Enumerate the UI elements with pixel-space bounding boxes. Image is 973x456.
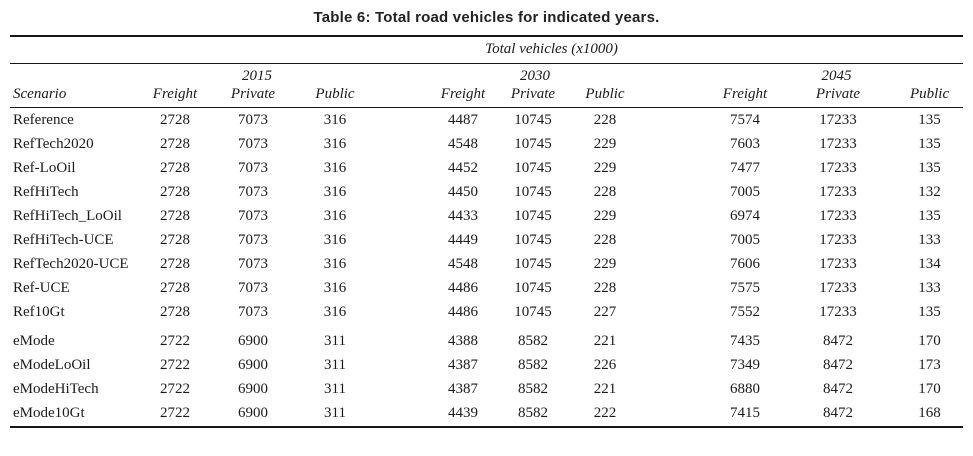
column-gap: [642, 354, 710, 378]
value-cell: 221: [593, 381, 617, 397]
year-header-2030: 2030: [520, 68, 550, 84]
value-cell: 2722: [160, 333, 190, 349]
table-row: [10, 354, 963, 378]
value-cell: 2722: [160, 357, 190, 373]
value-cell: 173: [918, 357, 941, 373]
value-cell: 135: [918, 160, 941, 176]
value-cell: 2728: [160, 280, 190, 296]
value-cell: 8472: [823, 405, 853, 421]
value-cell: 17233: [819, 256, 857, 272]
value-cell: 8582: [518, 405, 548, 421]
value-cell: 311: [324, 405, 346, 421]
value-cell: 17233: [819, 184, 857, 200]
value-cell: 311: [324, 357, 346, 373]
value-cell: 10745: [514, 184, 552, 200]
value-cell: 17233: [819, 304, 857, 320]
column-gap: [642, 253, 710, 277]
public-header-2015: Public: [296, 85, 374, 108]
table-row: [10, 402, 963, 427]
value-cell: 316: [323, 256, 347, 272]
column-gap: [374, 354, 428, 378]
vehicles-table: [10, 35, 963, 428]
value-cell: 4548: [448, 136, 478, 152]
value-cell: 2728: [160, 304, 190, 320]
value-cell: 10745: [514, 136, 552, 152]
value-cell: 229: [593, 256, 617, 272]
value-cell: 135: [918, 304, 941, 320]
value-cell: 8472: [823, 357, 853, 373]
value-cell: 6900: [238, 381, 268, 397]
value-cell: 2728: [160, 184, 190, 200]
table-body: [10, 108, 963, 428]
value-cell: 2728: [160, 112, 190, 128]
value-cell: 7073: [238, 304, 268, 320]
value-cell: 316: [323, 232, 347, 248]
scenario-cell: Reference: [13, 112, 74, 128]
value-cell: 8472: [823, 381, 853, 397]
column-gap: [642, 181, 710, 205]
value-cell: 316: [323, 184, 347, 200]
value-cell: 2728: [160, 256, 190, 272]
value-cell: 4388: [448, 333, 478, 349]
column-gap: [642, 64, 710, 86]
column-gap: [374, 325, 428, 354]
scenario-cell: eModeLoOil: [13, 357, 91, 373]
years-left-gap: [10, 64, 140, 86]
value-cell: 7005: [730, 184, 760, 200]
table-spanner-label: Total vehicles (x1000): [140, 36, 963, 64]
value-cell: 6900: [238, 357, 268, 373]
table-row: [10, 133, 963, 157]
value-cell: 2728: [160, 160, 190, 176]
scenario-cell: Ref-LoOil: [13, 160, 76, 176]
value-cell: 134: [918, 256, 941, 272]
value-cell: 4548: [448, 256, 478, 272]
scenario-cell: RefTech2020: [13, 136, 94, 152]
table-row: [10, 301, 963, 325]
value-cell: 6900: [238, 405, 268, 421]
value-cell: 6900: [238, 333, 268, 349]
private-header-2045: Private: [780, 85, 896, 108]
table-row: [10, 108, 963, 134]
scenario-cell: eMode: [13, 333, 55, 349]
value-cell: 17233: [819, 136, 857, 152]
value-cell: 229: [593, 136, 617, 152]
value-cell: 10745: [514, 160, 552, 176]
value-cell: 133: [918, 280, 941, 296]
column-gap: [374, 133, 428, 157]
value-cell: 7073: [238, 232, 268, 248]
column-gap: [374, 253, 428, 277]
column-gap: [642, 325, 710, 354]
value-cell: 316: [323, 304, 347, 320]
value-cell: 10745: [514, 112, 552, 128]
spanner-row: [10, 36, 963, 64]
value-cell: 10745: [514, 208, 552, 224]
value-cell: 227: [593, 304, 617, 320]
public-header-2045: Public: [896, 85, 963, 108]
scenario-cell: Ref-UCE: [13, 280, 70, 296]
year-header-2015: 2015: [242, 68, 272, 84]
column-gap: [374, 205, 428, 229]
value-cell: 6974: [730, 208, 760, 224]
column-gap: [642, 277, 710, 301]
private-header-2015: Private: [210, 85, 296, 108]
value-cell: 7606: [730, 256, 760, 272]
table-row: [10, 277, 963, 301]
column-gap: [374, 301, 428, 325]
value-cell: 10745: [514, 280, 552, 296]
value-cell: 228: [593, 280, 617, 296]
page: [10, 0, 963, 428]
public-header-2030: Public: [568, 85, 642, 108]
column-gap: [374, 402, 428, 427]
private-header-2030: Private: [498, 85, 568, 108]
value-cell: 7477: [730, 160, 760, 176]
freight-header-2045: Freight: [710, 85, 780, 108]
value-cell: 7575: [730, 280, 760, 296]
column-gap: [642, 157, 710, 181]
column-gap: [374, 157, 428, 181]
column-gap: [374, 378, 428, 402]
scenario-cell: RefHiTech: [13, 184, 79, 200]
value-cell: 135: [918, 208, 941, 224]
value-cell: 226: [593, 357, 617, 373]
value-cell: 170: [918, 333, 941, 349]
scenario-cell: RefHiTech_LoOil: [13, 208, 122, 224]
value-cell: 6880: [730, 381, 760, 397]
column-gap: [642, 301, 710, 325]
value-cell: 10745: [514, 256, 552, 272]
table-caption: Table 6: Total road vehicles for indicated years.: [313, 9, 660, 26]
value-cell: 316: [323, 136, 347, 152]
value-cell: 4450: [448, 184, 478, 200]
years-row: [10, 64, 963, 86]
value-cell: 2728: [160, 208, 190, 224]
scenario-cell: eMode10Gt: [13, 405, 85, 421]
table-row: [10, 205, 963, 229]
value-cell: 4486: [448, 304, 478, 320]
value-cell: 7073: [238, 112, 268, 128]
value-cell: 17233: [819, 112, 857, 128]
value-cell: 316: [323, 112, 347, 128]
value-cell: 2728: [160, 136, 190, 152]
column-gap: [642, 85, 710, 108]
value-cell: 7073: [238, 136, 268, 152]
column-gap: [374, 229, 428, 253]
value-cell: 135: [918, 112, 941, 128]
table-row: [10, 181, 963, 205]
value-cell: 4486: [448, 280, 478, 296]
value-cell: 17233: [819, 160, 857, 176]
value-cell: 311: [324, 333, 346, 349]
value-cell: 316: [323, 280, 347, 296]
value-cell: 311: [324, 381, 346, 397]
freight-header-2015: Freight: [140, 85, 210, 108]
value-cell: 228: [593, 112, 617, 128]
value-cell: 4387: [448, 357, 478, 373]
value-cell: 7073: [238, 184, 268, 200]
scenario-cell: Ref10Gt: [13, 304, 65, 320]
value-cell: 17233: [819, 208, 857, 224]
scenario-header: Scenario: [10, 85, 140, 108]
value-cell: 2722: [160, 405, 190, 421]
value-cell: 133: [918, 232, 941, 248]
value-cell: 4387: [448, 381, 478, 397]
value-cell: 2728: [160, 232, 190, 248]
value-cell: 229: [593, 208, 617, 224]
scenario-cell: eModeHiTech: [13, 381, 99, 397]
column-gap: [642, 229, 710, 253]
value-cell: 7603: [730, 136, 760, 152]
scenario-cell: RefTech2020-UCE: [13, 256, 129, 272]
value-cell: 4487: [448, 112, 478, 128]
value-cell: 4449: [448, 232, 478, 248]
column-gap: [642, 205, 710, 229]
value-cell: 8582: [518, 333, 548, 349]
column-headers-row: [10, 85, 963, 108]
value-cell: 7574: [730, 112, 760, 128]
column-gap: [642, 108, 710, 134]
value-cell: 229: [593, 160, 617, 176]
value-cell: 7415: [730, 405, 760, 421]
value-cell: 7073: [238, 160, 268, 176]
value-cell: 10745: [514, 304, 552, 320]
value-cell: 7073: [238, 208, 268, 224]
value-cell: 8582: [518, 381, 548, 397]
table-row: [10, 253, 963, 277]
value-cell: 4452: [448, 160, 478, 176]
value-cell: 4439: [448, 405, 478, 421]
value-cell: 7005: [730, 232, 760, 248]
value-cell: 222: [593, 405, 617, 421]
column-gap: [374, 181, 428, 205]
value-cell: 7435: [730, 333, 760, 349]
value-cell: 7552: [730, 304, 760, 320]
column-gap: [642, 378, 710, 402]
value-cell: 17233: [819, 280, 857, 296]
column-gap: [642, 402, 710, 427]
value-cell: 7073: [238, 256, 268, 272]
spanner-left-gap: [10, 36, 140, 64]
value-cell: 4433: [448, 208, 478, 224]
column-gap: [374, 108, 428, 134]
value-cell: 7349: [730, 357, 760, 373]
table-row: [10, 325, 963, 354]
value-cell: 17233: [819, 232, 857, 248]
value-cell: 316: [323, 208, 347, 224]
scenario-cell: RefHiTech-UCE: [13, 232, 114, 248]
column-gap: [374, 85, 428, 108]
value-cell: 2722: [160, 381, 190, 397]
column-gap: [642, 133, 710, 157]
value-cell: 132: [918, 184, 941, 200]
value-cell: 8472: [823, 333, 853, 349]
table-row: [10, 378, 963, 402]
table-row: [10, 157, 963, 181]
value-cell: 168: [918, 405, 941, 421]
value-cell: 228: [593, 232, 617, 248]
freight-header-2030: Freight: [428, 85, 498, 108]
value-cell: 8582: [518, 357, 548, 373]
value-cell: 10745: [514, 232, 552, 248]
column-gap: [374, 64, 428, 86]
table-row: [10, 229, 963, 253]
value-cell: 316: [323, 160, 347, 176]
value-cell: 221: [593, 333, 617, 349]
value-cell: 170: [918, 381, 941, 397]
value-cell: 135: [918, 136, 941, 152]
value-cell: 228: [593, 184, 617, 200]
value-cell: 7073: [238, 280, 268, 296]
year-header-2045: 2045: [821, 68, 852, 84]
column-gap: [374, 277, 428, 301]
